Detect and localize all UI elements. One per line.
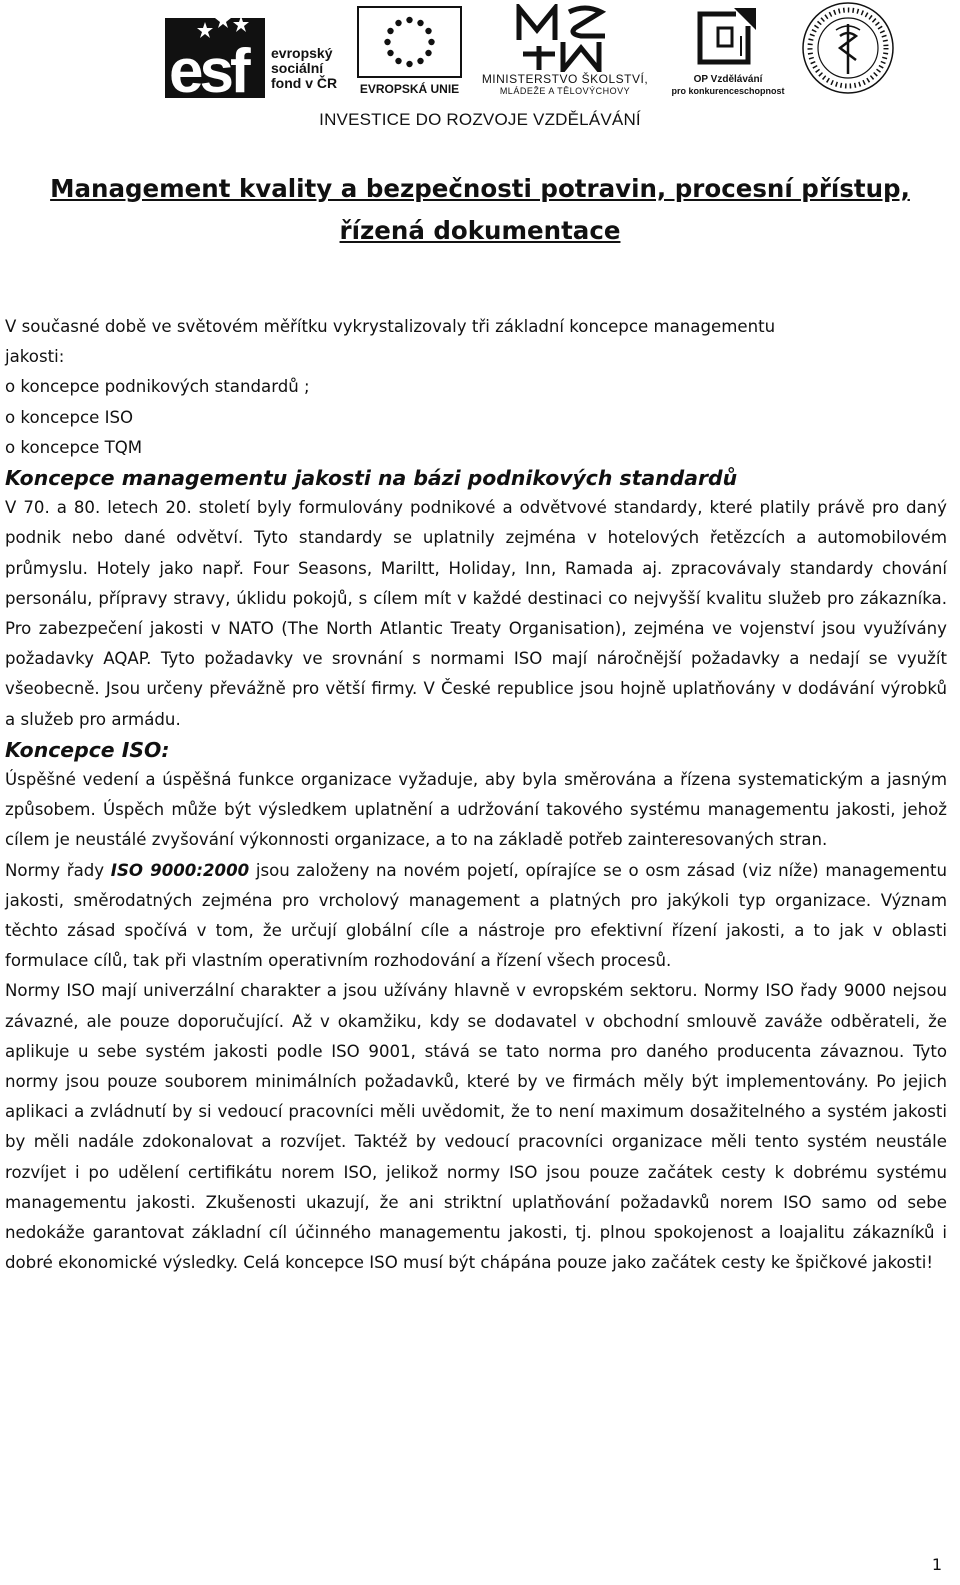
document-body (5, 312, 947, 1279)
msmt-mark-icon (515, 4, 615, 72)
paragraph-iso-9000 (5, 856, 947, 977)
intro-line: V současné době ve světovém měřítku vykrystalizovaly tři základní koncepce managementu (5, 317, 776, 336)
logo-header (0, 0, 960, 140)
list-item: o koncepce TQM (5, 437, 143, 457)
university-seal-logo (800, 0, 896, 96)
msmt-logo (470, 4, 660, 99)
svg-text:esf: esf (169, 37, 247, 98)
paragraph-iso-character: Normy ISO mají univerzální charakter a jsou užívány hlavně v evropském sektoru. Normy ISO řady 9000 nejsou závazné, ale pouze doporučující. Až v okamžiku, kdy se dodavatel v obchodní smlouvě zaváže odběrateli, že aplikuje u sebe systém jakosti podle ISO 9001, stává se tato norma pro daného producenta závaznou. Tyto normy jsou pouze souborem minimálních požadavků, které by ve firmách měly být implementovány. Po jejich aplikaci a zvládnutí by si vedoucí pracovníci měli uvědomit, že to není maximum dosažitelného a systém jakosti by měli nadále zdokonalovat a rozvíjet. Taktéž by vedoucí pracovníci organizace měli tento systém neustále rozvíjet i po udělení certifikátu norem ISO, jelikož normy ISO jsou pouze začátek cesty k dobrému systému managementu jakosti. Zkušenosti ukazují, že ani striktní uplatňování požadavků norem ISO samo od sebe nedokáže garantovat základní cíl účinného managementu jakosti, tj. plnou spokojenost a loajalitu zákazníků i dobré ekonomické výsledky. Celá koncepce ISO musí být chápána pouze jako začátek cesty ke špičkové jakosti! (5, 981, 947, 1273)
op-vzdelavani-logo (668, 6, 788, 98)
section-heading-standards: Koncepce managementu jakosti na bázi podnikových standardů (5, 466, 738, 491)
text-run: jsou založeny na novém pojetí, opírajíce se o osm zásad (viz níže) managementu jakosti, směrodatných zejména pro vrcholový management a platných pro jakýkoli typ organizace. Význam těchto zásad spočívá v tom, že určují globální cíle a nástroje pro efektivní řízení jakosti, a to jak v oblasti formulace cílů, tak při vlastním operativním rozhodování a řízení všech procesů. (5, 860, 947, 971)
title-line1: Management kvality a bezpečnosti potravin, procesní přístup, (50, 174, 910, 203)
esf-label-line: fond v ČR (271, 75, 338, 91)
op-label-line2: pro konkurenceschopnost (671, 86, 785, 96)
document-title (0, 168, 960, 252)
university-seal-icon (800, 0, 896, 96)
op-mark-icon (696, 6, 760, 70)
msmt-label-line1: MINISTERSTVO ŠKOLSTVÍ, (481, 72, 649, 86)
eu-logo (357, 6, 462, 96)
msmt-label-line2: MLÁDEŽE A TĚLOVÝCHOVY (499, 86, 631, 96)
text-run: Normy řady (5, 860, 111, 880)
eu-stars-icon (359, 8, 460, 76)
esf-label-line: sociální (271, 60, 324, 76)
eu-label: EVROPSKÁ UNIE (359, 82, 460, 96)
list-item: o koncepce podnikových standardů ; (5, 377, 310, 397)
intro-line: jakosti: (5, 347, 65, 367)
eu-flag (357, 6, 462, 78)
iso-standard-emphasis: ISO 9000:2000 (110, 860, 250, 880)
section-heading-iso: Koncepce ISO: (5, 737, 170, 762)
paragraph-iso-intro: Úspěšné vedení a úspěšná funkce organizace vyžaduje, aby byla směrována a řízena systematickým a jasným způsobem. Úspěch může být výsledkem uplatnění a udržování takového systému managementu jakosti, jehož cílem je neustálé zvyšování výkonnosti organizace, a to na základě potřeb zainteresovaných stran. (5, 770, 947, 850)
paragraph-standards: V 70. a 80. letech 20. století byly formulovány podnikové a odvětvové standardy, které platily právě pro daný podnik nebo dané odvětví. Tyto standardy se uplatnily zejména v hotelových řetězcích a automobilovém průmyslu. Hotely jako např. Four Seasons, Mariltt, Holiday, Inn, Ramada aj. zpracovávaly standardy chování personálu, přípravy stravy, úklidu pokojů, s cílem mít v každé destinaci co nejvyšší kvalitu služeb pro zákazníka. Pro zabezpečení jakosti v NATO (The North Atlantic Treaty Organisation), zejména ve vojenství jsou využívány požadavky AQAP. Tyto požadavky ve srovnání s normami ISO mají náročnější požadavky a nedají se využít všeobecně. Jsou určeny převážně pro větší firmy. V České republice jsou hojně uplatňovány v dodávání výrobků a služeb pro armádu. (5, 498, 947, 729)
investice-slogan: INVESTICE DO ROZVOJE VZDĚLÁVÁNÍ (319, 110, 641, 129)
esf-label-line: evropský (271, 45, 333, 61)
esf-label (271, 46, 337, 91)
esf-logo (165, 6, 380, 98)
page-number: 1 (931, 1555, 942, 1574)
title-line2: řízená dokumentace (339, 216, 621, 245)
esf-mark-icon (165, 6, 265, 98)
list-item: o koncepce ISO (5, 407, 134, 427)
op-label-line1: OP Vzdělávání (693, 74, 763, 85)
